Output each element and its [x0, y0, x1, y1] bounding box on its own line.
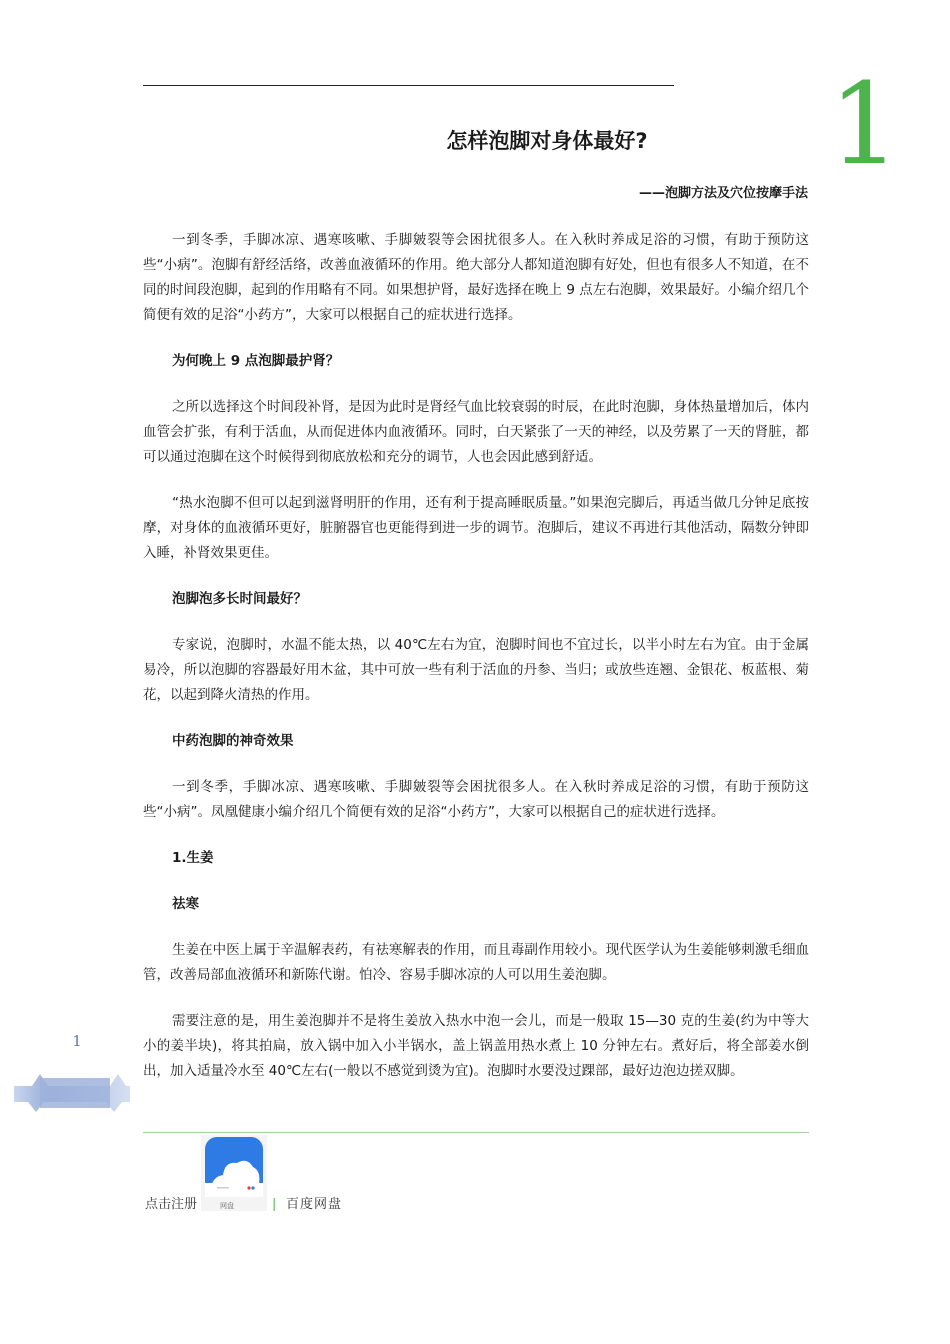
document-title: 怎样泡脚对身体最好?	[446, 129, 648, 153]
page-number-side: 1	[72, 1032, 82, 1050]
document-subtitle: ——泡脚方法及穴位按摩手法	[638, 186, 808, 201]
paragraph-duration: 专家说，泡脚时，水温不能太热，以 40℃左右为宜，泡脚时间也不宜过长，以半小时左右为宜。由于金属易冷，所以泡脚的容器最好用木盆，其中可放一些有利于活血的丹参、当归；或放些连翘、金银花、板蓝根、菊花，以起到降火清热的作用。	[143, 637, 809, 703]
section-heading-cold: 祛寒	[172, 896, 199, 912]
section-heading-ginger: 1.生姜	[172, 850, 214, 866]
baidu-netdisk-link[interactable]: 百度网盘	[286, 1197, 343, 1212]
paragraph-intro: 一到冬季，手脚冰凉、遇寒咳嗽、手脚皴裂等会困扰很多人。在入秋时养成足浴的习惯，有助于预防这些“小病”。泡脚有舒经活络，改善血液循环的作用。绝大部分人都知道泡脚有好处，但也有很多人不知道，在不同的时间段泡脚，起到的作用略有不同。如果想护肾，最好选择在晚上 9 点左右泡脚，效果最好。小编介绍几个简便有效的足浴“小药方”，大家可以根据自己的症状进行选择。	[143, 232, 809, 323]
article-body	[143, 228, 809, 1105]
page-number-large: 1	[829, 60, 901, 190]
header-rule	[143, 85, 674, 86]
register-link[interactable]: 点击注册	[145, 1197, 198, 1212]
paragraph-ginger: 生姜在中医上属于辛温解表药，有祛寒解表的作用，而且毒副作用较小。现代医学认为生姜能够刺激毛细血管，改善局部血液循环和新陈代谢。怕冷、容易手脚冰凉的人可以用生姜泡脚。	[143, 942, 809, 983]
decorative-ribbon-icon	[14, 1072, 130, 1112]
paragraph-sleep: “热水泡脚不但可以起到滋肾明肝的作用，还有利于提高睡眠质量。”如果泡完脚后，再适当做几分钟足底按摩，对身体的血液循环更好，脏腑器官也更能得到进一步的调节。泡脚后，建议不再进行其他活动，隔数分钟即入睡，补肾效果更佳。	[143, 495, 809, 561]
footer-rule	[143, 1132, 809, 1133]
paragraph-herbal: 一到冬季，手脚冰凉、遇寒咳嗽、手脚皴裂等会困扰很多人。在入秋时养成足浴的习惯，有助于预防这些“小病”。凤凰健康小编介绍几个简便有效的足浴“小药方”，大家可以根据自己的症状进行选择。	[143, 779, 809, 820]
paragraph-night-reason: 之所以选择这个时间段补肾，是因为此时是肾经气血比较衰弱的时辰，在此时泡脚，身体热量增加后，体内血管会扩张，有利于活血，从而促进体内血液循环。同时，白天紧张了一天的神经，以及劳累了一天的肾脏，都可以通过泡脚在这个时候得到彻底放松和充分的调节，人也会因此感到舒适。	[143, 399, 809, 465]
paragraph-ginger-method: 需要注意的是，用生姜泡脚并不是将生姜放入热水中泡一会儿，而是一般取 15—30 克的生姜(约为中等大小的姜半块)，将其拍扁，放入锅中加入小半锅水，盖上锅盖用热水煮上 10 分钟左右。煮好后，将全部姜水倒出，加入适量冷水至 40℃左右(一般以不感觉到烫为宜)。泡脚时水要没过踝部，最好边泡边搓双脚。	[143, 1013, 809, 1079]
section-heading-night: 为何晚上 9 点泡脚最护肾？	[172, 353, 340, 369]
section-heading-herbal: 中药泡脚的神奇效果	[172, 733, 294, 749]
baidu-netdisk-app-icon[interactable]	[201, 1135, 267, 1211]
app-caption: 网盘	[220, 1202, 234, 1210]
footer-separator: |	[272, 1197, 277, 1212]
section-heading-duration: 泡脚泡多长时间最好？	[172, 591, 307, 607]
